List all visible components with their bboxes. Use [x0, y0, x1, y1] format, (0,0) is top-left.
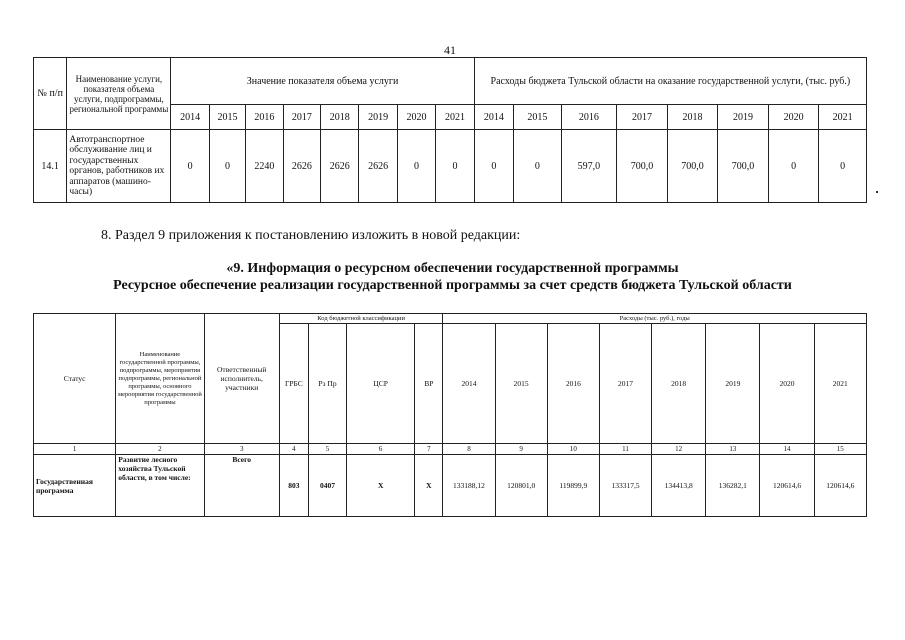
column-number: 6	[347, 444, 415, 455]
header-vr: ВР	[415, 324, 443, 444]
year-header: 2015	[495, 324, 547, 444]
year-header: 2020	[760, 324, 814, 444]
year-header: 2021	[814, 324, 866, 444]
row-csr: Х	[347, 455, 415, 517]
expense-value: 119899,9	[547, 455, 599, 517]
column-number: 10	[547, 444, 599, 455]
header-name: Наименование услуги, показателя объема услуги, подпрограммы, региональной программы	[67, 58, 171, 130]
year-header: 2018	[652, 324, 706, 444]
row-executor: Всего	[204, 455, 279, 517]
year-header: 2017	[599, 324, 651, 444]
year-header: 2016	[246, 105, 283, 130]
volume-cell: 0	[171, 130, 209, 203]
expense-value: 134413,8	[652, 455, 706, 517]
row-rzpr: 0407	[308, 455, 346, 517]
volume-cell: 0	[436, 130, 474, 203]
column-number: 15	[814, 444, 866, 455]
header-expense-group: Расходы бюджета Тульской области на оказание государственной услуги, (тыс. руб.)	[474, 58, 866, 105]
year-header: 2016	[561, 105, 617, 130]
header-rzpr: Рз Пр	[308, 324, 346, 444]
year-header: 2014	[474, 105, 513, 130]
expense-value: 133317,5	[599, 455, 651, 517]
year-header: 2014	[171, 105, 209, 130]
section-title: «9. Информация о ресурсном обеспечении государственной программы	[226, 261, 679, 276]
year-header: 2020	[768, 105, 819, 130]
expense-cell: 0	[768, 130, 819, 203]
expense-cell: 700,0	[718, 130, 769, 203]
row-grbs: 803	[279, 455, 308, 517]
header-grbs: ГРБС	[279, 324, 308, 444]
year-header: 2018	[321, 105, 359, 130]
year-header: 2017	[617, 105, 668, 130]
volume-cell: 2626	[321, 130, 359, 203]
table-row	[34, 455, 867, 517]
column-number: 8	[443, 444, 495, 455]
column-number: 9	[495, 444, 547, 455]
column-number: 5	[308, 444, 346, 455]
expense-cell: 700,0	[617, 130, 668, 203]
year-header: 2016	[547, 324, 599, 444]
row-program-name: Развитие лесного хозяйства Тульской области, в том числе:	[116, 455, 204, 517]
expense-value: 120614,6	[760, 455, 814, 517]
header-executor: Ответственный исполнитель, участники	[204, 314, 279, 444]
expense-cell: 0	[819, 130, 867, 203]
year-header: 2019	[706, 324, 760, 444]
expense-cell: 0	[474, 130, 513, 203]
year-header: 2015	[209, 105, 245, 130]
header-num: № п/п	[34, 58, 67, 130]
volume-cell: 0	[209, 130, 245, 203]
year-header: 2019	[359, 105, 397, 130]
page-number: 41	[444, 43, 456, 57]
column-number: 13	[706, 444, 760, 455]
header-expenses: Расходы (тыс. руб.), годы	[443, 314, 867, 324]
header-volume-group: Значение показателя объема услуги	[171, 58, 474, 105]
year-header: 2018	[667, 105, 718, 130]
year-header: 2019	[718, 105, 769, 130]
year-header: 2020	[397, 105, 435, 130]
column-number: 4	[279, 444, 308, 455]
volume-cell: 2626	[359, 130, 397, 203]
header-status: Статус	[34, 314, 116, 444]
column-number-row	[34, 444, 867, 455]
volume-cell: 2626	[283, 130, 320, 203]
expense-value: 133188,12	[443, 455, 495, 517]
row-num: 14.1	[34, 130, 67, 203]
scan-mark	[876, 191, 878, 193]
row-name: Автотранспортное обслуживание лиц и государственных органов, работников их аппаратов (машино-часы)	[67, 130, 171, 203]
service-volume-table	[33, 57, 867, 203]
column-number: 14	[760, 444, 814, 455]
instruction-paragraph: 8. Раздел 9 приложения к постановлению изложить в новой редакции:	[101, 228, 521, 243]
resource-table	[33, 313, 867, 517]
expense-value: 120801,0	[495, 455, 547, 517]
volume-cell: 0	[397, 130, 435, 203]
column-number: 7	[415, 444, 443, 455]
row-vr: Х	[415, 455, 443, 517]
expense-cell: 597,0	[561, 130, 617, 203]
section-subtitle: Ресурсное обеспечение реализации государственной программы за счет средств бюджета Тульской области	[113, 278, 792, 293]
column-number: 11	[599, 444, 651, 455]
year-header: 2021	[436, 105, 474, 130]
expense-value: 136282,1	[706, 455, 760, 517]
year-header: 2015	[514, 105, 562, 130]
volume-cell: 2240	[246, 130, 283, 203]
year-header: 2021	[819, 105, 867, 130]
header-budget-code: Код бюджетной классификации	[279, 314, 443, 324]
expense-value: 120614,6	[814, 455, 866, 517]
column-number: 3	[204, 444, 279, 455]
year-header: 2014	[443, 324, 495, 444]
row-status: Государственная программа	[34, 455, 116, 517]
header-program-name: Наименование государственной программы, подпрограммы, мероприятия подпрограммы, региональной программы, основного мероприятия государственной программы	[116, 314, 204, 444]
column-number: 1	[34, 444, 116, 455]
column-number: 12	[652, 444, 706, 455]
expense-cell: 0	[514, 130, 562, 203]
table-row	[34, 130, 867, 203]
header-csr: ЦСР	[347, 324, 415, 444]
expense-cell: 700,0	[667, 130, 718, 203]
year-header: 2017	[283, 105, 320, 130]
column-number: 2	[116, 444, 204, 455]
